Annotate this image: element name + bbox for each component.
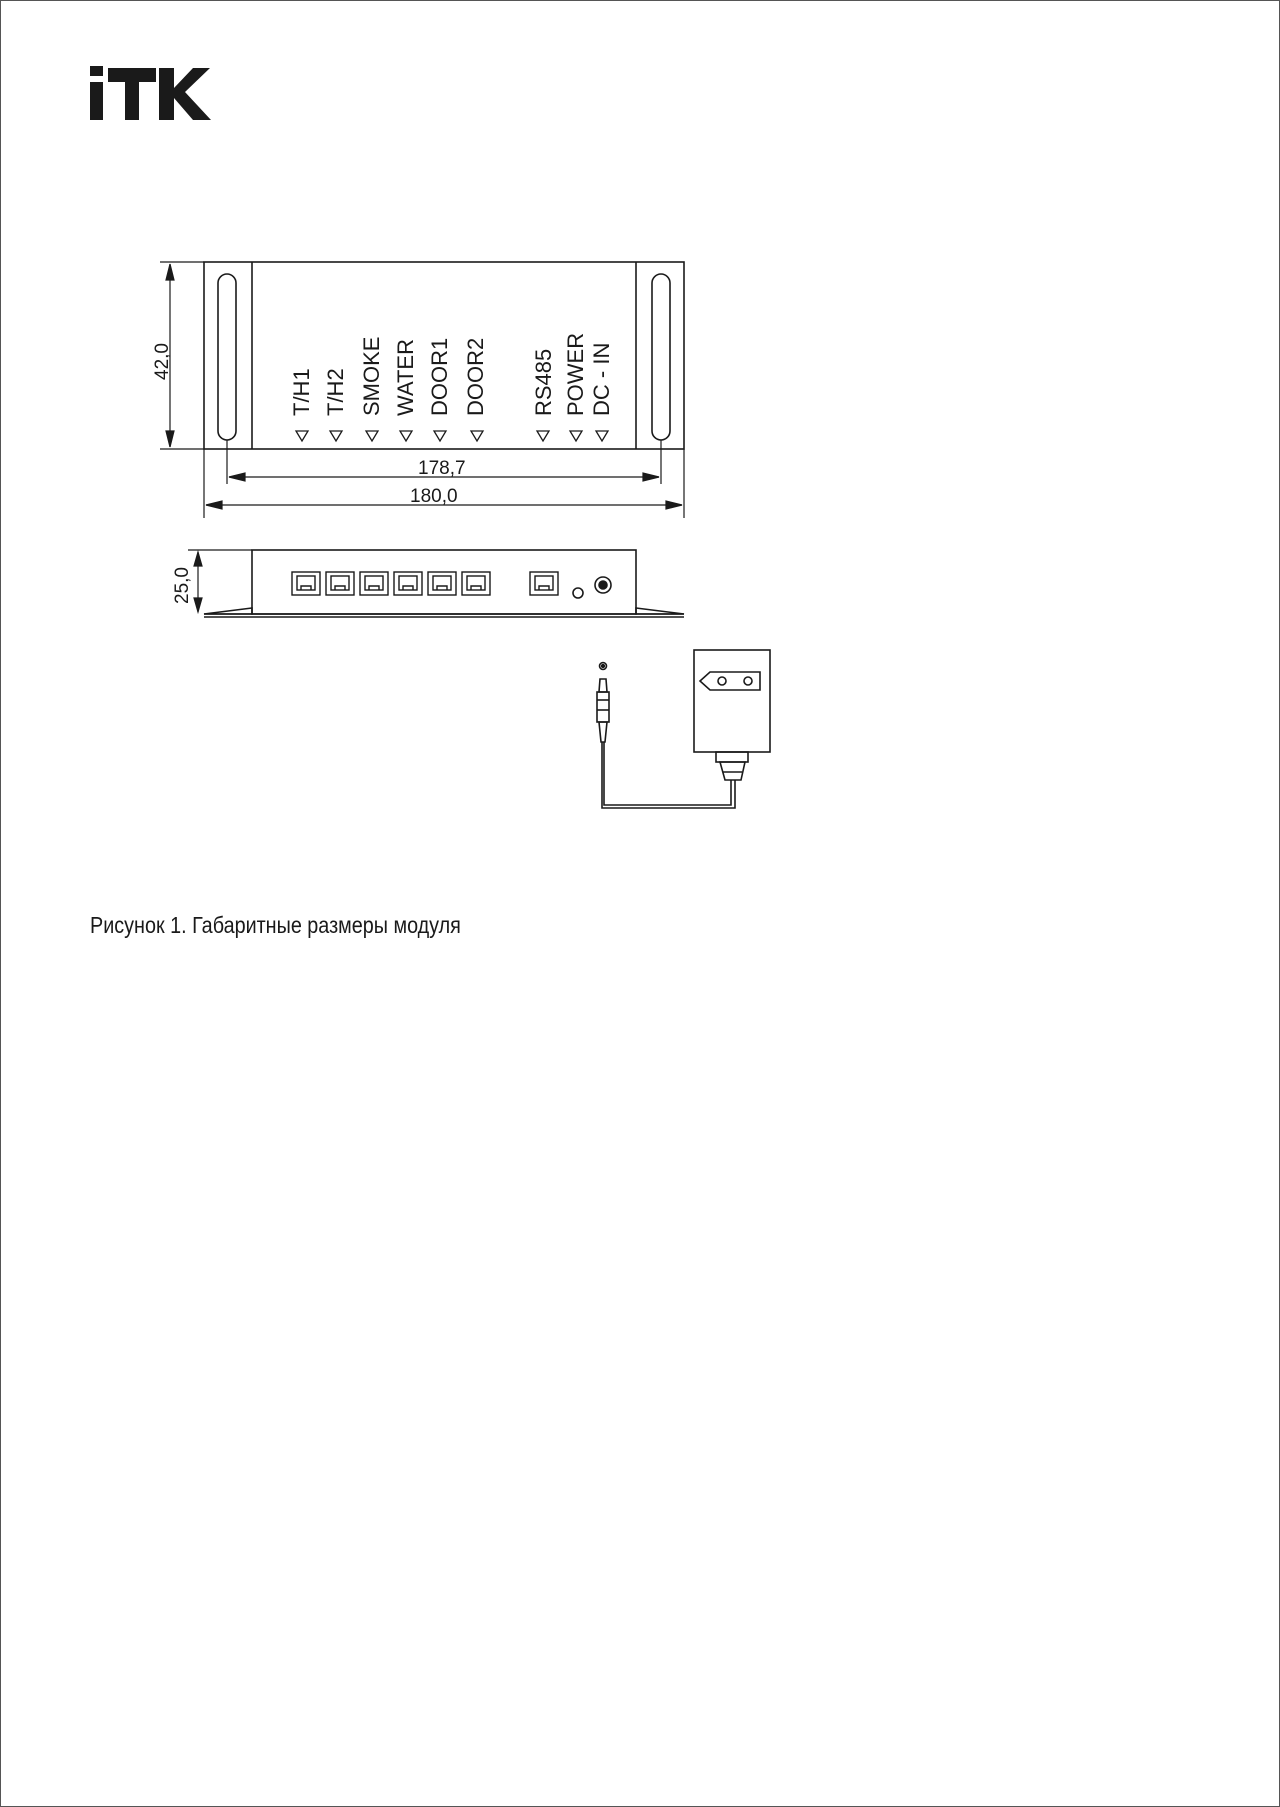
- power-adapter: [597, 650, 770, 808]
- left-mounting-slot: [218, 274, 236, 440]
- label-smoke: SMOKE: [359, 336, 384, 416]
- dc-in-jack: [595, 577, 611, 593]
- figure-caption: Рисунок 1. Габаритные размеры модуля: [90, 912, 461, 938]
- label-water: WATER: [393, 339, 418, 416]
- label-rs485: RS485: [531, 348, 556, 416]
- module-front-view: [204, 550, 684, 617]
- label-th2: T/H2: [323, 368, 348, 416]
- label-dc-in: DC - IN: [589, 342, 614, 416]
- rs485-port: [530, 572, 558, 595]
- label-th1: T/H1: [289, 368, 314, 416]
- label-door2: DOOR2: [463, 337, 488, 416]
- right-mounting-slot: [652, 274, 670, 440]
- rj-ports: [292, 572, 558, 595]
- dim-180-label: 180,0: [410, 486, 458, 507]
- dim-42-label: 42,0: [152, 343, 173, 380]
- label-door1: DOOR1: [427, 337, 452, 416]
- power-led: [573, 588, 583, 598]
- euro-plug-outline: [700, 672, 760, 690]
- dim-178-label: 178,7: [418, 458, 466, 479]
- dimension-drawing: [0, 0, 1280, 900]
- label-power: POWER: [563, 332, 588, 416]
- itk-logo: [90, 66, 211, 120]
- dim-25-label: 25,0: [172, 567, 193, 604]
- led-indicators: [296, 431, 608, 441]
- port-labels: [289, 333, 614, 416]
- height-dimension-front: [188, 550, 252, 612]
